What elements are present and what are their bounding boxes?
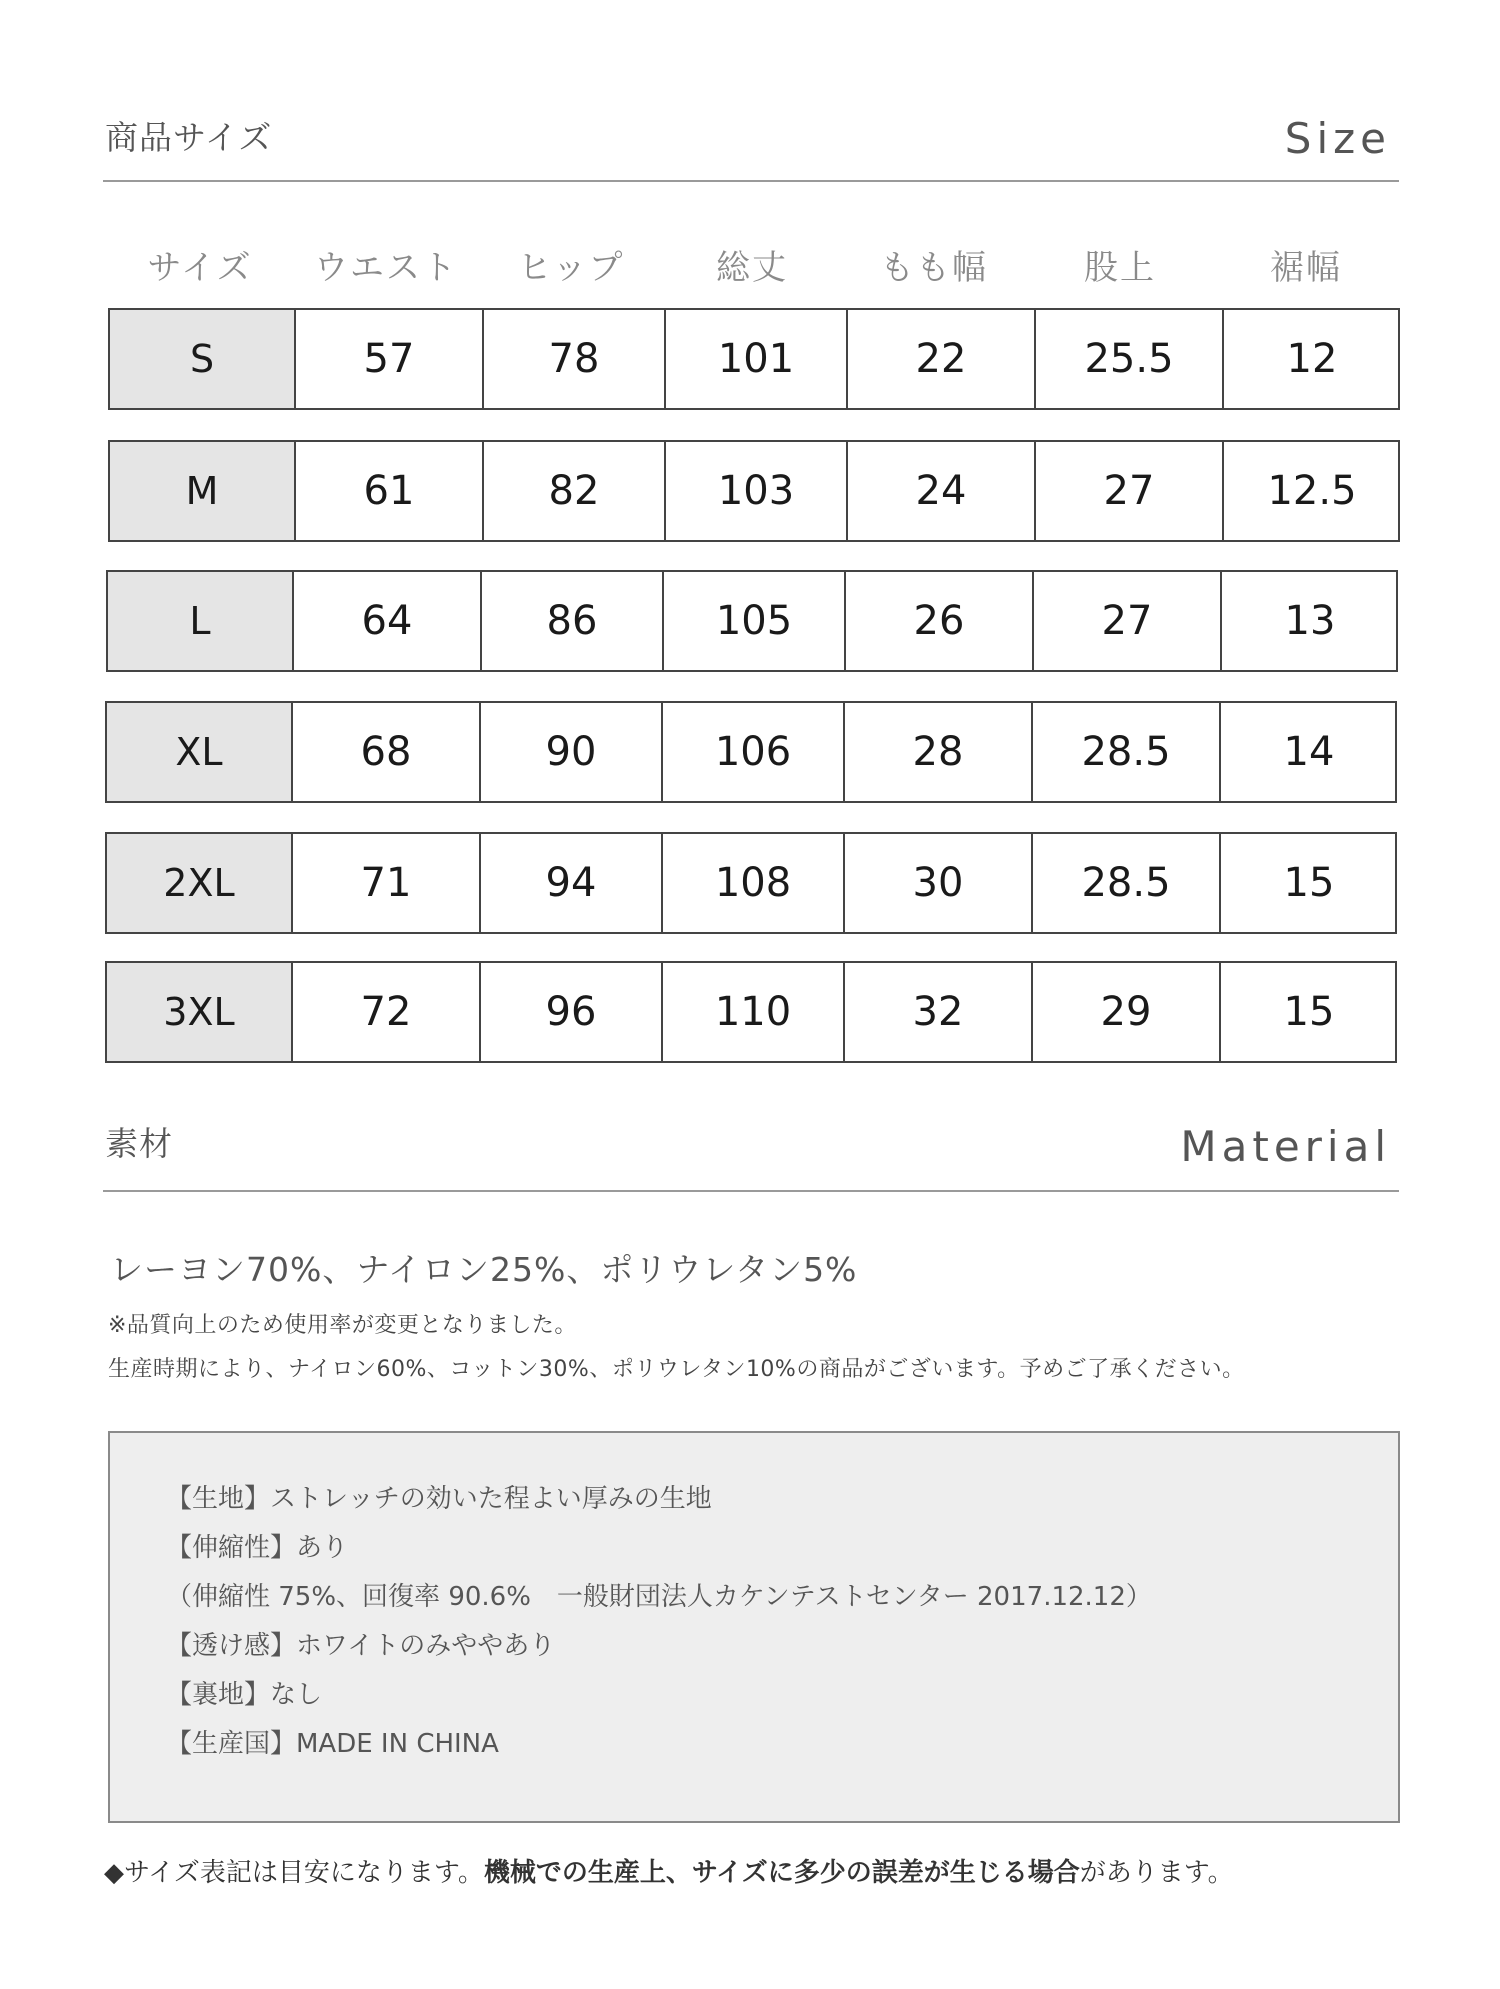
- size-label-cell: M: [110, 442, 294, 540]
- thigh-cell: 30: [843, 834, 1031, 932]
- thigh-cell: 24: [846, 442, 1034, 540]
- rise-cell: 28.5: [1031, 703, 1219, 801]
- size-title-en: Size: [1284, 114, 1391, 163]
- thigh-cell: 28: [843, 703, 1031, 801]
- waist-cell: 72: [291, 963, 479, 1061]
- rise-cell: 29: [1031, 963, 1219, 1061]
- fabric-details-box: [108, 1431, 1400, 1823]
- disclaimer-part-3: があります。: [1079, 1858, 1234, 1888]
- material-composition: レーヨン70%、ナイロン25%、ポリウレタン5%: [110, 1250, 858, 1289]
- hip-cell: 96: [479, 963, 661, 1061]
- rise-cell: 28.5: [1031, 834, 1219, 932]
- size-section-header: [103, 100, 1399, 182]
- hem-cell: 12: [1222, 310, 1400, 408]
- rise-cell: 27: [1034, 442, 1222, 540]
- detail-fabric: 【生地】ストレッチの効いた程よい厚みの生地: [166, 1484, 712, 1514]
- column-header-hip: ヒップ: [517, 248, 625, 288]
- length-cell: 105: [662, 572, 844, 670]
- waist-cell: 71: [291, 834, 479, 932]
- column-header-thigh: もも幅: [880, 248, 988, 288]
- length-cell: 101: [664, 310, 846, 408]
- material-change-note: ※品質向上のため使用率が変更となりました。: [108, 1313, 577, 1338]
- hip-cell: 90: [479, 703, 661, 801]
- material-title-jp: 素材: [105, 1124, 173, 1163]
- size-label-cell: XL: [107, 703, 291, 801]
- length-cell: 103: [664, 442, 846, 540]
- column-header-hem: 裾幅: [1270, 248, 1342, 288]
- detail-stretch-test: （伸縮性 75%、回復率 90.6% 一般財団法人カケンテストセンター 2017.12.12）: [166, 1582, 1152, 1612]
- detail-sheerness: 【透け感】ホワイトのみややあり: [166, 1631, 556, 1661]
- size-row-m: [108, 440, 1400, 542]
- thigh-cell: 32: [843, 963, 1031, 1061]
- disclaimer-emphasis: 機械での生産上、サイズに多少の誤差が生じる場合: [483, 1858, 1080, 1888]
- rise-cell: 27: [1032, 572, 1220, 670]
- detail-origin: 【生産国】MADE IN CHINA: [166, 1729, 499, 1759]
- material-title-en: Material: [1180, 1122, 1391, 1171]
- length-cell: 108: [661, 834, 843, 932]
- detail-stretch: 【伸縮性】あり: [166, 1533, 349, 1563]
- size-row-2xl: [105, 832, 1397, 934]
- waist-cell: 64: [292, 572, 480, 670]
- waist-cell: 57: [294, 310, 482, 408]
- waist-cell: 68: [291, 703, 479, 801]
- size-disclaimer: [104, 1852, 1234, 1889]
- size-label-cell: 2XL: [107, 834, 291, 932]
- size-label-cell: L: [108, 572, 292, 670]
- material-section-header: [103, 1108, 1399, 1192]
- hem-cell: 14: [1219, 703, 1397, 801]
- size-title-jp: 商品サイズ: [105, 118, 273, 157]
- hem-cell: 13: [1220, 572, 1398, 670]
- hip-cell: 86: [480, 572, 662, 670]
- hem-cell: 15: [1219, 963, 1397, 1061]
- rise-cell: 25.5: [1034, 310, 1222, 408]
- hem-cell: 15: [1219, 834, 1397, 932]
- hem-cell: 12.5: [1222, 442, 1400, 540]
- size-row-xl: [105, 701, 1397, 803]
- hip-cell: 94: [479, 834, 661, 932]
- size-label-cell: 3XL: [107, 963, 291, 1061]
- disclaimer-part-1: ◆サイズ表記は目安になります。: [104, 1858, 484, 1888]
- thigh-cell: 22: [846, 310, 1034, 408]
- length-cell: 110: [661, 963, 843, 1061]
- thigh-cell: 26: [844, 572, 1032, 670]
- hip-cell: 78: [482, 310, 664, 408]
- column-header-waist: ウエスト: [314, 248, 458, 288]
- column-header-size: サイズ: [147, 248, 253, 288]
- column-header-length: 総丈: [716, 248, 788, 288]
- length-cell: 106: [661, 703, 843, 801]
- hip-cell: 82: [482, 442, 664, 540]
- waist-cell: 61: [294, 442, 482, 540]
- size-row-l: [106, 570, 1398, 672]
- material-production-note: 生産時期により、ナイロン60%、コットン30%、ポリウレタン10%の商品がございます。予めご了承ください。: [108, 1357, 1245, 1382]
- size-row-3xl: [105, 961, 1397, 1063]
- column-header-rise: 股上: [1084, 248, 1156, 288]
- detail-lining: 【裏地】なし: [166, 1680, 323, 1710]
- size-label-cell: S: [110, 310, 294, 408]
- size-table-column-headers: [108, 240, 1400, 290]
- size-row-s: [108, 308, 1400, 410]
